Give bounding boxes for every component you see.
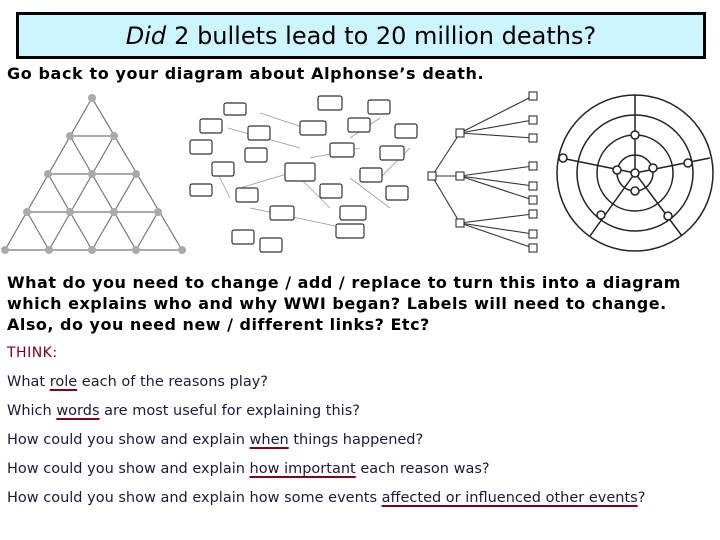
tree-diagram [428,92,537,252]
prompt-when: How could you show and explain when things happened? [7,432,424,448]
prompt-words: Which words are most useful for explaining this? [7,403,360,419]
prompt-influence: How could you show and explain how some events affected or influenced other events? [7,490,646,506]
prompt-importance: How could you show and explain how important each reason was? [7,461,490,477]
intro-text: Go back to your diagram about Alphonse’s death. [7,64,485,83]
title-italic: Did [125,21,167,50]
scattered-boxes-diagram [190,96,417,252]
title-text: 2 bullets lead to 20 million deaths? [174,21,597,50]
question-text: What do you need to change / add / replace to turn this into a diagram which explains who and why WWI began? Labels will need to change. Also, do you need new / different links? Etc? [7,273,681,334]
title-banner [16,12,706,59]
triangle-diagram [1,94,186,254]
diagram-examples [0,88,720,263]
think-label: THINK: [7,345,58,361]
prompt-role: What role each of the reasons play? [7,374,268,390]
concentric-circles-diagram [557,95,713,251]
